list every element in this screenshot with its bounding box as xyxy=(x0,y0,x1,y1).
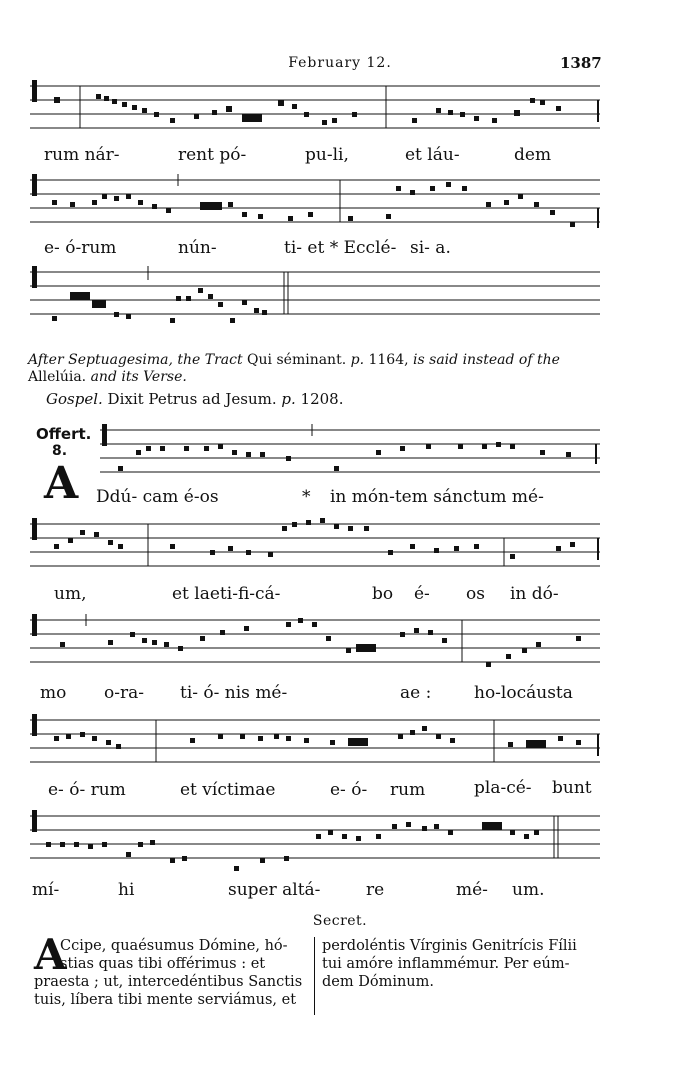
lyric-syllable: o-ra- xyxy=(104,683,144,703)
lyric-syllable: * xyxy=(302,487,311,507)
lyric-syllable: mé- xyxy=(456,880,488,900)
lyric-syllable: ae : xyxy=(400,683,432,703)
mode-number: 8. xyxy=(52,443,68,459)
lyric-syllable: in món-tem sánctum mé- xyxy=(330,487,544,507)
lyric-syllable: um. xyxy=(512,880,545,900)
secret-drop-cap: A xyxy=(34,930,67,979)
lyric-syllable: é- xyxy=(414,584,430,604)
lyric-syllable: super altá- xyxy=(228,880,321,900)
chant-staff-7 xyxy=(30,712,600,772)
lyric-syllable: ti- et * Ecclé- xyxy=(284,238,397,258)
chant-staff-8 xyxy=(30,808,600,878)
lyric-syllable: mo xyxy=(40,683,67,703)
lyric-syllable: et víctimae xyxy=(180,780,276,800)
secret-heading: Secret. xyxy=(312,913,368,929)
running-header: February 12. xyxy=(288,55,392,71)
lyric-syllable: dem xyxy=(514,145,552,165)
lyric-syllable: mí- xyxy=(32,880,60,900)
lyric-syllable: hi xyxy=(118,880,135,900)
offertory-drop-cap: A xyxy=(44,458,79,509)
lyric-syllable: pu-li, xyxy=(305,145,349,165)
lyric-syllable: rent pó- xyxy=(178,145,247,165)
offertory-label: Offert. xyxy=(36,425,92,443)
chant-staff-6 xyxy=(30,612,600,676)
lyric-syllable: e- ó- rum xyxy=(48,780,126,800)
chant-staff-4 xyxy=(100,422,600,482)
lyric-syllable: nún- xyxy=(178,238,217,258)
secret-text-left-2: stias quas tibi offérimus : et xyxy=(60,956,266,972)
lyric-syllable: si- a. xyxy=(410,238,451,258)
lyric-syllable: Ddú- cam é-os xyxy=(96,487,219,507)
secret-text-right-3: dem Dóminum. xyxy=(322,974,434,990)
chant-staff-3 xyxy=(30,264,600,336)
chant-staff-2 xyxy=(30,172,600,232)
lyric-syllable: e- ó-rum xyxy=(44,238,117,258)
secret-text-left-4: tuis, líbera tibi mente serviámus, et xyxy=(34,992,297,1008)
rubric-tract-note: After Septuagesima, the Tract Qui séminant. p. 1164, is said instead of the Allelúia. and its Verse. xyxy=(28,352,560,385)
lyric-syllable: ho-locáusta xyxy=(474,683,573,703)
lyric-syllable: os xyxy=(466,584,485,604)
lyric-syllable: um, xyxy=(54,584,87,604)
lyric-syllable: pla-cé- xyxy=(474,778,532,798)
lyric-syllable: et láu- xyxy=(405,145,460,165)
lyric-syllable: rum xyxy=(390,780,426,800)
column-divider xyxy=(314,937,315,1015)
gospel-reference: Gospel. Dixit Petrus ad Jesum. p. 1208. xyxy=(46,390,344,408)
secret-text-left-1: Ccipe, quaésumus Dómine, hó- xyxy=(60,938,288,954)
lyric-syllable: rum nár- xyxy=(44,145,120,165)
lyric-syllable: in dó- xyxy=(510,584,559,604)
page-number: 1387 xyxy=(560,54,602,72)
chant-staff-5 xyxy=(30,516,600,576)
lyric-syllable: bunt xyxy=(552,778,592,798)
lyric-syllable: re xyxy=(366,880,385,900)
secret-text-right-2: tui amóre inflammémur. Per eúm- xyxy=(322,956,570,972)
lyric-syllable: ti- ó- nis mé- xyxy=(180,683,288,703)
secret-text-right-1: perdoléntis Vírginis Genitrícis Fílii xyxy=(322,938,577,954)
lyric-syllable: e- ó- xyxy=(330,780,368,800)
lyric-syllable: bo xyxy=(372,584,394,604)
lyric-syllable: et laeti-fi-cá- xyxy=(172,584,281,604)
secret-text-left-3: praesta ; ut, intercedéntibus Sanctis xyxy=(34,974,303,990)
chant-staff-1 xyxy=(30,78,600,138)
